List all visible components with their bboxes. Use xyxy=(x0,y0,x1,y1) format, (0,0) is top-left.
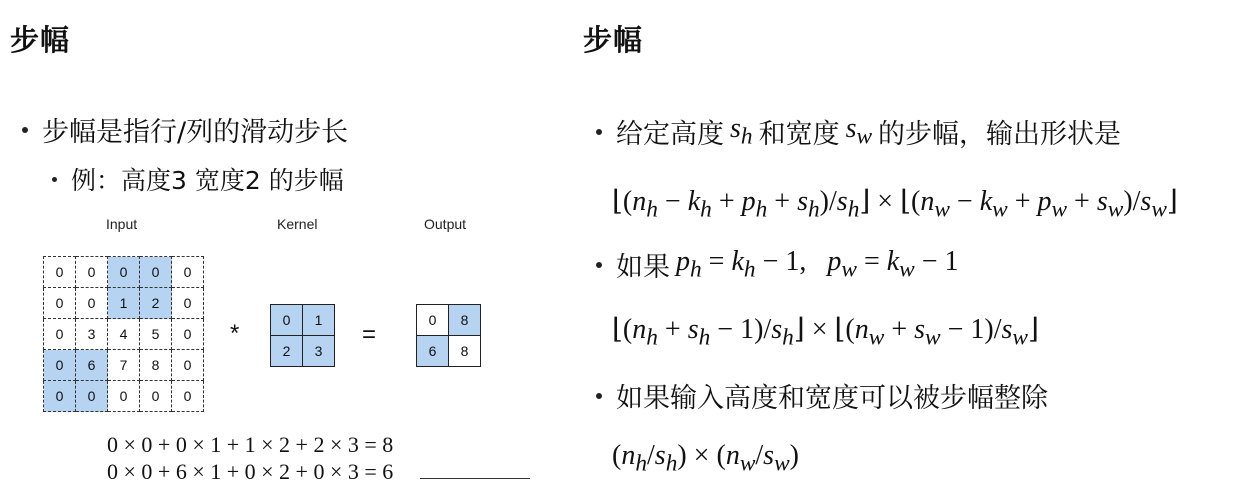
grid-row xyxy=(271,305,335,336)
grid-row xyxy=(44,381,204,412)
convolution-operator: * xyxy=(230,320,240,347)
right-bullet-1-c: 的步幅，输出形状是 xyxy=(878,119,1122,150)
right-bullet-2 xyxy=(596,245,959,284)
grid-cell: 0 xyxy=(76,257,108,288)
grid-cell: 0 xyxy=(140,257,172,288)
bullet-dot-icon xyxy=(596,129,602,135)
grid-cell: 0 xyxy=(44,319,76,350)
left-bullet-text: 步幅是指行/列的滑动步长 xyxy=(42,117,349,148)
padding-condition: $p_h = k_h - 1$, $p_w = k_w - 1$ xyxy=(676,245,959,283)
grid-cell: 0 xyxy=(44,257,76,288)
grid-row xyxy=(271,336,335,367)
grid-cell: 8 xyxy=(449,336,481,367)
grid-cell: 0 xyxy=(417,305,449,336)
left-sub-bullet xyxy=(52,161,344,197)
grid-cell: 2 xyxy=(140,288,172,319)
grid-row xyxy=(44,257,204,288)
right-bullet-3 xyxy=(596,376,1048,415)
grid-row xyxy=(417,336,481,367)
grid-cell: 6 xyxy=(417,336,449,367)
divisible-output-formula: $(n_h/s_h) \times (n_w/s_w)$ xyxy=(612,440,799,477)
left-title: 步幅 xyxy=(10,23,71,57)
grid-cell: 4 xyxy=(108,319,140,350)
equals-sign: = xyxy=(362,321,377,348)
grid-cell: 0 xyxy=(172,288,204,319)
grid-cell: 0 xyxy=(76,288,108,319)
output-label: Output xyxy=(424,216,467,232)
grid-cell: 0 xyxy=(108,381,140,412)
left-bullet xyxy=(22,110,348,149)
bullet-dot-icon xyxy=(52,177,57,182)
output-grid xyxy=(416,304,481,367)
grid-cell: 0 xyxy=(172,257,204,288)
left-sub-bullet-text: 例：高度3 宽度2 的步幅 xyxy=(71,166,344,195)
bullet-dot-icon xyxy=(596,262,602,268)
grid-cell: 3 xyxy=(76,319,108,350)
right-bullet-1 xyxy=(596,112,1121,151)
stride-width-symbol: $s_w$ xyxy=(845,112,873,150)
right-bullet-1-b: 和宽度 xyxy=(758,119,840,150)
grid-cell: 8 xyxy=(140,350,172,381)
grid-cell: 0 xyxy=(172,350,204,381)
grid-cell: 3 xyxy=(303,336,335,367)
grid-row xyxy=(44,288,204,319)
padded-output-formula: $⌊(n_h + s_h$ − $1)/s_h⌋$ × $⌊(n_w + s_w$ − $1)/s_w⌋$ xyxy=(612,314,1039,351)
bullet-dot-icon xyxy=(22,127,28,133)
grid-row xyxy=(44,319,204,350)
output-shape-formula: $⌊(n_h - k_h + p_h$ + $s_h)/s_h⌋$ × $⌊(n_w - k_w + p_w$ + $s_w)/s_w⌋$ xyxy=(612,186,1178,223)
stride-height-symbol: $s_h$ xyxy=(730,112,753,150)
grid-cell: 1 xyxy=(108,288,140,319)
grid-cell: 8 xyxy=(449,305,481,336)
grid-cell: 0 xyxy=(172,319,204,350)
grid-cell: 0 xyxy=(44,381,76,412)
right-bullet-1-a: 给定高度 xyxy=(616,119,724,150)
grid-cell: 6 xyxy=(76,350,108,381)
grid-cell: 0 xyxy=(140,381,172,412)
right-bullet-3-text: 如果输入高度和宽度可以被步幅整除 xyxy=(616,383,1048,414)
grid-cell: 7 xyxy=(108,350,140,381)
divider-line xyxy=(420,478,530,479)
grid-cell: 0 xyxy=(271,305,303,336)
equation-1: 0 × 0 + 0 × 1 + 1 × 2 + 2 × 3 = 8 xyxy=(107,432,394,457)
grid-cell: 0 xyxy=(108,257,140,288)
bullet-dot-icon xyxy=(596,393,602,399)
kernel-label: Kernel xyxy=(277,216,318,232)
grid-row xyxy=(44,350,204,381)
grid-cell: 0 xyxy=(172,381,204,412)
grid-row xyxy=(417,305,481,336)
grid-cell: 5 xyxy=(140,319,172,350)
equation-2: 0 × 0 + 6 × 1 + 0 × 2 + 0 × 3 = 6 xyxy=(107,459,394,484)
grid-cell: 0 xyxy=(44,350,76,381)
right-bullet-2-a: 如果 xyxy=(616,252,670,283)
grid-cell: 2 xyxy=(271,336,303,367)
grid-cell: 0 xyxy=(44,288,76,319)
right-title: 步幅 xyxy=(583,23,644,57)
input-label: Input xyxy=(106,216,138,232)
kernel-grid xyxy=(270,304,335,367)
grid-cell: 0 xyxy=(76,381,108,412)
input-grid xyxy=(43,256,204,412)
grid-cell: 1 xyxy=(303,305,335,336)
